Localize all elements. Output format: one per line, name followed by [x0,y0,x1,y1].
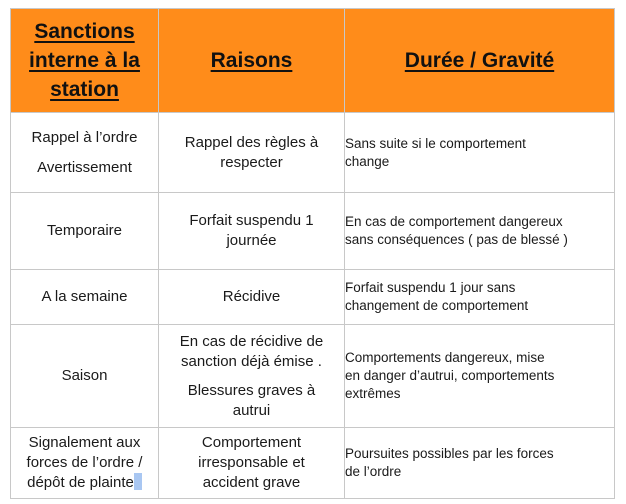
cell-text: En cas de comportement dangereux [345,214,563,229]
cell-raison[interactable] [159,325,345,428]
cell-text: change [345,153,390,169]
cell-raison[interactable] [159,113,345,193]
cell-raison[interactable] [159,270,345,325]
cell-text: Blessures graves à [187,381,316,399]
cell-text: en danger d’autrui, comportements [345,368,555,383]
cell-text: sans conséquences ( pas de blessé ) [345,232,568,247]
cell-sanction[interactable] [11,113,159,193]
cell-text: extrêmes [345,386,401,401]
cell-text: Signalement aux [28,434,141,451]
cell-text: Temporaire [46,222,123,239]
cell-sanction[interactable] [11,325,159,428]
sanctions-table [10,8,615,499]
cell-text: accident grave [202,474,301,491]
cell-duree[interactable] [345,193,615,270]
cell-text: Avertissement [37,158,132,176]
cell-text: Comportement [201,434,302,451]
cell-sanction[interactable] [11,193,159,270]
cell-text: changement de comportement [345,298,529,313]
cell-text: sanction déjà émise . [181,352,322,370]
cell-text: En cas de récidive de [179,332,324,350]
cell-text: Forfait suspendu 1 jour sans [345,280,516,295]
cell-raison[interactable] [159,193,345,270]
cell-text: Sans suite si le comportement [345,135,526,151]
header-row [11,9,615,113]
cell-text: Comportements dangereux, mise [345,350,545,365]
cell-duree[interactable] [345,270,615,325]
cell-text: dépôt de plainte [27,474,134,491]
cell-sanction[interactable] [11,428,159,499]
cell-text: Forfait suspendu 1 [189,212,314,229]
table-row [11,113,615,193]
table-row [11,193,615,270]
table-row [11,325,615,428]
header-sanctions-line-3: station [50,78,119,101]
header-raisons-label: Raisons [210,49,293,72]
cell-text: forces de l’ordre / [26,454,143,471]
table-row [11,270,615,325]
cell-duree[interactable] [345,325,615,428]
cell-text: respecter [220,153,283,171]
table-row [11,428,615,499]
cell-text: de l’ordre [345,464,402,479]
cell-text: Rappel à l’ordre [31,128,138,146]
cell-text: Rappel des règles à [184,133,319,151]
header-sanctions-line-2: interne à la [29,49,140,72]
header-sanctions-line-1: Sanctions [34,20,135,43]
cell-text: Poursuites possibles par les forces [345,446,554,461]
cell-sanction[interactable] [11,270,159,325]
header-duree-label: Durée / Gravité [404,49,555,72]
header-sanctions[interactable] [11,9,159,113]
cell-text: Récidive [222,288,281,305]
text-cursor [134,473,142,490]
cell-text: journée [226,232,277,249]
header-duree-gravite[interactable] [345,9,615,113]
cell-text: Saison [61,367,108,384]
cell-text: autrui [232,401,271,419]
header-raisons[interactable] [159,9,345,113]
cell-duree[interactable] [345,428,615,499]
cell-text: irresponsable et [198,454,305,471]
cell-text: A la semaine [41,288,128,305]
cell-duree[interactable] [345,113,615,193]
cell-raison[interactable] [159,428,345,499]
